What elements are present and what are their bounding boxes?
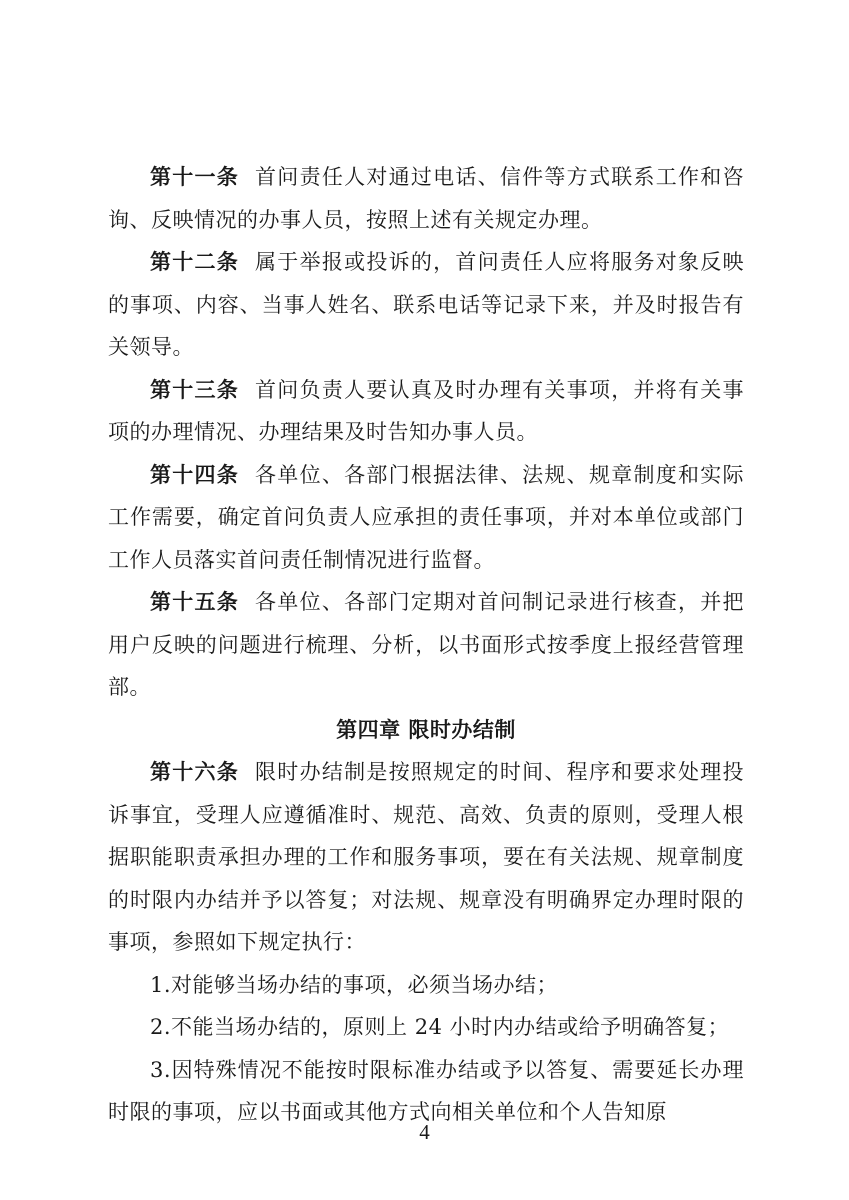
list-item-3: 3.因特殊情况不能按时限标准办结或予以答复、需要延长办理时限的事项，应以书面或其他方式向相关单位和个人告知原 — [108, 1057, 744, 1124]
list-item-2: 2.不能当场办结的，原则上 24 小时内办结或给予明确答复； — [150, 1015, 730, 1039]
article-heading: 第十六条 — [150, 760, 240, 784]
article-heading: 第十三条 — [150, 377, 240, 402]
article-text: 限时办结制是按照规定的时间、程序和要求处理投诉事宜，受理人应遵循准时、规范、高效、负责的原则，受理人根据职能职责承担办理的工作和服务事项，要在有关法规、规章制度的时限内办结并予以答复；对法规、规章没有明确界定办理时限的事项，参照如下规定执行： — [108, 760, 745, 954]
article-11 — [108, 156, 744, 241]
article-heading: 第十四条 — [150, 462, 240, 487]
article-text: 属于举报或投诉的，首问责任人应将服务对象反映的事项、内容、当事人姓名、联系电话等记录下来，并及时报告有关领导。 — [108, 250, 745, 359]
article-14 — [108, 454, 744, 582]
article-text: 各单位、各部门根据法律、法规、规章制度和实际工作需要，确定首问负责人应承担的责任事项，并对本单位或部门工作人员落实首问责任制情况进行监督。 — [108, 462, 745, 572]
article-13 — [108, 369, 744, 454]
article-15 — [108, 581, 744, 709]
chapter-title: 第四章 限时办结制 — [336, 717, 516, 742]
article-16 — [108, 751, 744, 964]
article-heading: 第十一条 — [150, 165, 240, 189]
page-number: 4 — [419, 1120, 430, 1144]
article-text: 首问负责人要认真及时办理有关事项，并将有关事项的办理情况、办理结果及时告知办事人员。 — [108, 377, 745, 444]
article-heading: 第十五条 — [150, 590, 240, 614]
article-12 — [108, 241, 744, 369]
article-text: 各单位、各部门定期对首问制记录进行核查，并把用户反映的问题进行梳理、分析，以书面形式按季度上报经营管理部。 — [108, 590, 745, 699]
article-heading: 第十二条 — [150, 250, 240, 274]
article-text: 首问责任人对通过电话、信件等方式联系工作和咨询、反映情况的办事人员，按照上述有关规定办理。 — [108, 165, 745, 232]
document-body — [108, 156, 744, 1134]
list-item-1: 1.对能够当场办结的事项，必须当场办结； — [150, 972, 559, 997]
